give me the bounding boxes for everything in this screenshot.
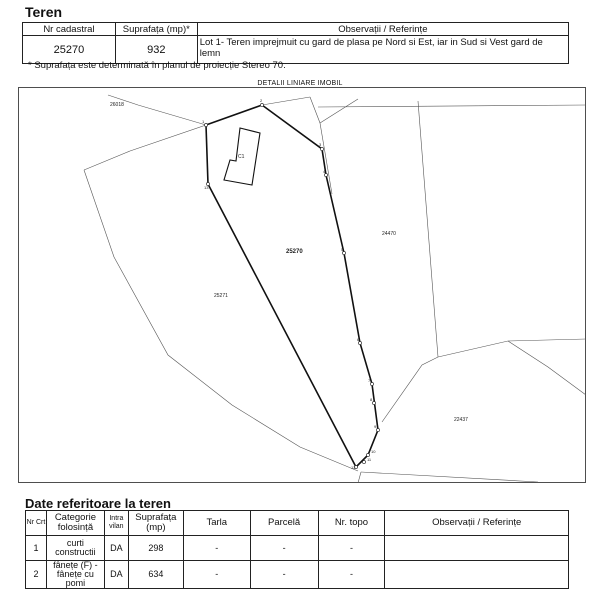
- vertex-label: 5: [341, 247, 344, 252]
- vertex-labels: [202, 98, 377, 470]
- header-parcela: Parcelă: [250, 511, 318, 536]
- teren-heading: Teren: [25, 4, 63, 20]
- cell-nr-topo: -: [318, 561, 385, 589]
- vertex-label: 4: [323, 169, 326, 174]
- date-teren-heading: Date referitoare la teren: [25, 496, 171, 511]
- cell-observatii: Lot 1- Teren imprejmuit cu gard de plasa pe Nord si Est, iar in Sud si Vest gard de lemn: [197, 36, 568, 64]
- cell-nr-crt: 1: [26, 536, 47, 561]
- cell-tarla: -: [183, 561, 250, 589]
- header-suprafata-date: Suprafața (mp): [128, 511, 183, 536]
- date-header-row: [26, 511, 569, 536]
- cell-tarla: -: [183, 536, 250, 561]
- building-label: C1: [238, 154, 245, 160]
- main-parcel-boundary: [206, 105, 378, 467]
- cell-parcela: -: [250, 536, 318, 561]
- header-nr-topo: Nr. topo: [318, 511, 385, 536]
- cell-intravilan: DA: [104, 536, 128, 561]
- header-nr-cadastral: Nr cadastral: [23, 23, 116, 36]
- vertex-label: 9: [374, 424, 377, 429]
- vertex-label: 11: [367, 457, 372, 462]
- cell-parcela: -: [250, 561, 318, 589]
- plan-title: DETALII LINIARE IMOBIL: [257, 80, 343, 87]
- cell-categorie: fânețe (F) - fânețe cu pomi: [46, 561, 104, 589]
- vertex-label: 2: [260, 98, 263, 103]
- cell-observatii: [385, 536, 569, 561]
- vertex-label: 10: [371, 449, 376, 454]
- vertex-label: 6: [357, 337, 360, 342]
- parcel-label-main: 25270: [286, 249, 303, 255]
- cell-suprafata: 298: [128, 536, 183, 561]
- header-intravilan: Intra vilan: [104, 511, 128, 536]
- parcel-label-west: 25271: [214, 293, 228, 299]
- header-tarla: Tarla: [183, 511, 250, 536]
- header-nr-crt: Nr Crt: [26, 511, 47, 536]
- header-observatii-date: Observații / Referințe: [385, 511, 569, 536]
- cell-suprafata: 634: [128, 561, 183, 589]
- cell-nr-cadastral: 25270: [23, 36, 116, 64]
- cell-intravilan: DA: [104, 561, 128, 589]
- vertex-label: 3: [319, 142, 322, 147]
- stereo-note: * Suprafața este determinată în planul de proiecție Stereo 70.: [28, 60, 286, 71]
- cadastral-plan: [18, 87, 586, 483]
- cell-categorie: curti constructii: [46, 536, 104, 561]
- vertex-label: 12: [351, 465, 356, 470]
- cell-suprafata: 932: [115, 36, 197, 64]
- vertex-label: 13: [204, 185, 209, 190]
- header-categorie: Categorie folosință: [46, 511, 104, 536]
- vertex-markers: [204, 103, 379, 468]
- cell-nr-crt: 2: [26, 561, 47, 589]
- parcel-label-southeast: 22437: [454, 417, 468, 423]
- vertex-label: 1: [202, 119, 205, 124]
- neighbour-boundaries: [84, 95, 586, 483]
- parcel-label-north: 26018: [110, 102, 124, 108]
- cell-observatii: [385, 561, 569, 589]
- header-suprafata: Suprafața (mp)*: [115, 23, 197, 36]
- parcel-label-east: 24470: [382, 231, 396, 237]
- header-observatii: Observații / Referințe: [197, 23, 568, 36]
- cell-nr-topo: -: [318, 536, 385, 561]
- vertex-label: 8: [370, 397, 373, 402]
- table-row: [26, 561, 569, 589]
- teren-table: [22, 22, 569, 64]
- vertex-label: 7: [368, 378, 371, 383]
- date-teren-table: [25, 510, 569, 589]
- plan-frame: [19, 88, 586, 483]
- table-row: [26, 536, 569, 561]
- teren-header-row: [23, 23, 569, 36]
